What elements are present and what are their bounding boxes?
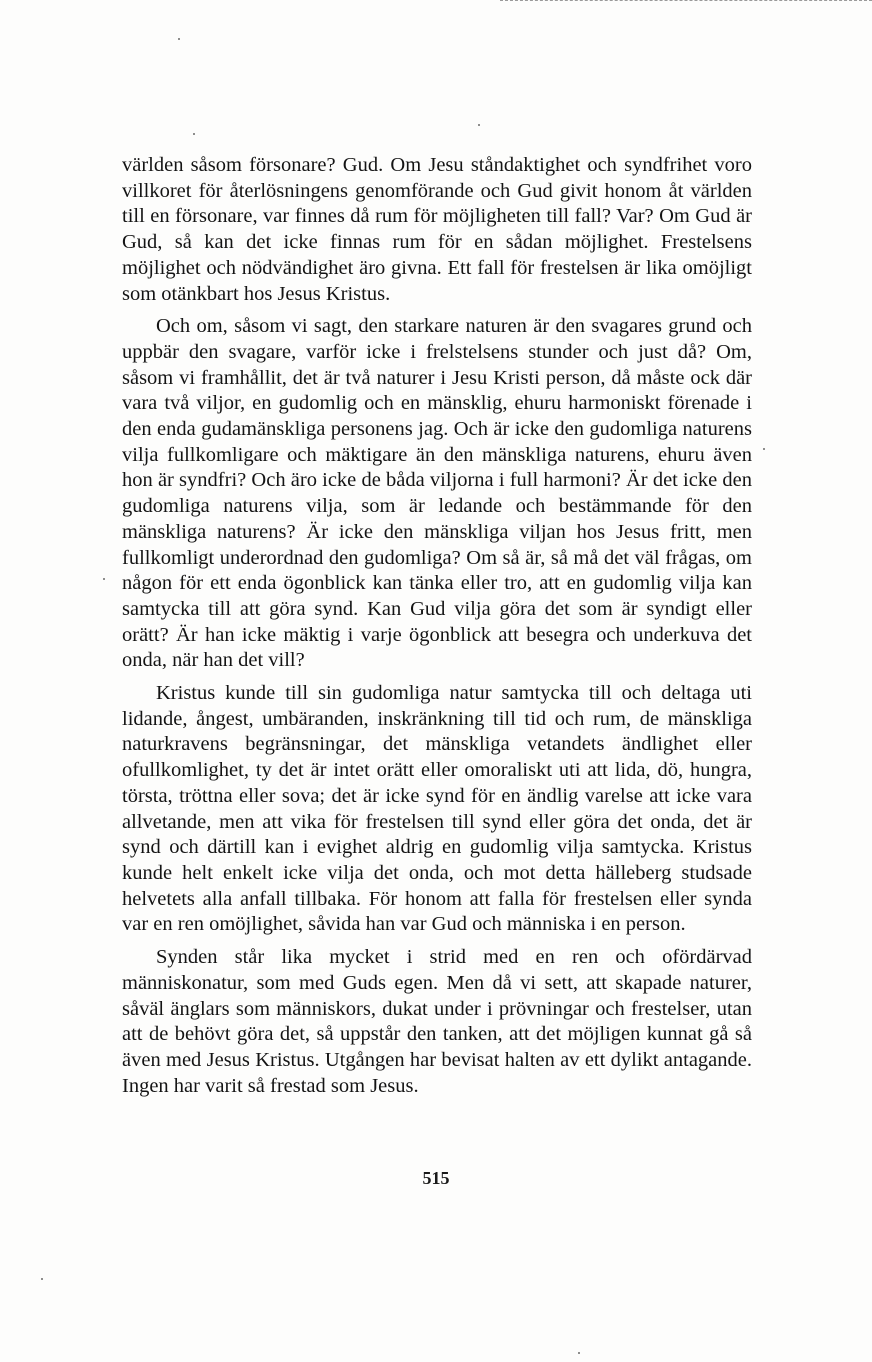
paragraph-3: Kristus kunde till sin gudomliga natur samtycka till och deltaga uti lidande, ångest, umbäranden, inskränkning till tid och rum, de mänskliga naturkravens begränsningar, det mänskliga vetandets ändlighet eller ofullkomlighet, ty det är intet orätt eller omoraliskt uti att lida, dö, hungra, törsta, tröttna eller sova; det är icke synd för en ändlig varelse att icke vara allvetande, men att vika för frestelsen till synd eller göra det onda, det är synd och därtill kan i evighet aldrig en gudomlig vilja samtycka. Kristus kunde helt enkelt icke vilja det onda, och mot detta hälleberg studsade helvetets alla anfall tillbaka. För honom att falla för frestelsen eller synda var en ren omöjlighet, såvida han var Gud och människa i en person.	[122, 682, 752, 936]
scan-edge-rule	[500, 0, 872, 4]
body-text	[122, 153, 752, 1099]
scan-speck	[478, 124, 480, 126]
paragraph-2: Och om, såsom vi sagt, den starkare naturen är den svagares grund och uppbär den svagare, varför icke i frelstelsens stunder och just då? Om, såsom vi framhållit, det är två naturer i Jesu Kristi person, då måste ock där vara två viljor, en gudomlig och en mänsklig, ehuru harmoniskt förenade i den enda gudamänskliga personens jag. Och är icke den gudomliga naturens vilja fullkomligare och mäktigare än den mänskliga naturens, ehuru även hon är syndfri? Och äro icke de båda viljorna i full harmoni? Är det icke den gudomliga naturens vilja, som är ledande och bestämmande för den mänskliga naturens? Är icke den mänskliga viljan hos Jesus fritt, men fullkomligt underordnad den gudomliga? Om så är, så må det väl frågas, om någon för ett enda ögonblick kan tänka eller tro, att en gudomlig vilja kan samtycka till att göra synd. Kan Gud vilja göra det som är syndigt eller orätt? Är han icke mäktig i varje ögonblick att besegra och underkuva det onda, när han det vill?	[122, 315, 752, 672]
scan-speck	[193, 133, 195, 135]
scan-speck	[103, 578, 105, 580]
scan-speck	[41, 1278, 43, 1280]
paragraph-1: världen såsom försonare? Gud. Om Jesu ståndaktighet och syndfrihet voro villkoret för återlösningens genomförande och Gud givit honom åt världen till en försonare, var finnes då rum för möjligheten till fall? Var? Om Gud är Gud, så kan det icke finnas rum för en sådan möjlighet. Frestelsens möjlighet och nödvändighet äro givna. Ett fall för frestelsen är lika omöjligt som otänkbart hos Jesus Kristus.	[122, 154, 752, 305]
scan-speck	[178, 38, 180, 40]
scan-speck	[578, 1352, 580, 1354]
scan-speck	[763, 448, 765, 450]
paragraph-4: Synden står lika mycket i strid med en ren och ofördärvad människonatur, som med Guds egen. Men då vi sett, att skapade naturer, såväl änglars som människors, dukat under i prövningar och frestelser, utan att de behövt göra det, så uppstår den tanken, att det möjligen kunnat gå så även med Jesus Kristus. Utgången har bevisat halten av ett dylikt antagande. Ingen har varit så frestad som Jesus.	[122, 946, 752, 1097]
page-number: 515	[422, 1168, 450, 1188]
